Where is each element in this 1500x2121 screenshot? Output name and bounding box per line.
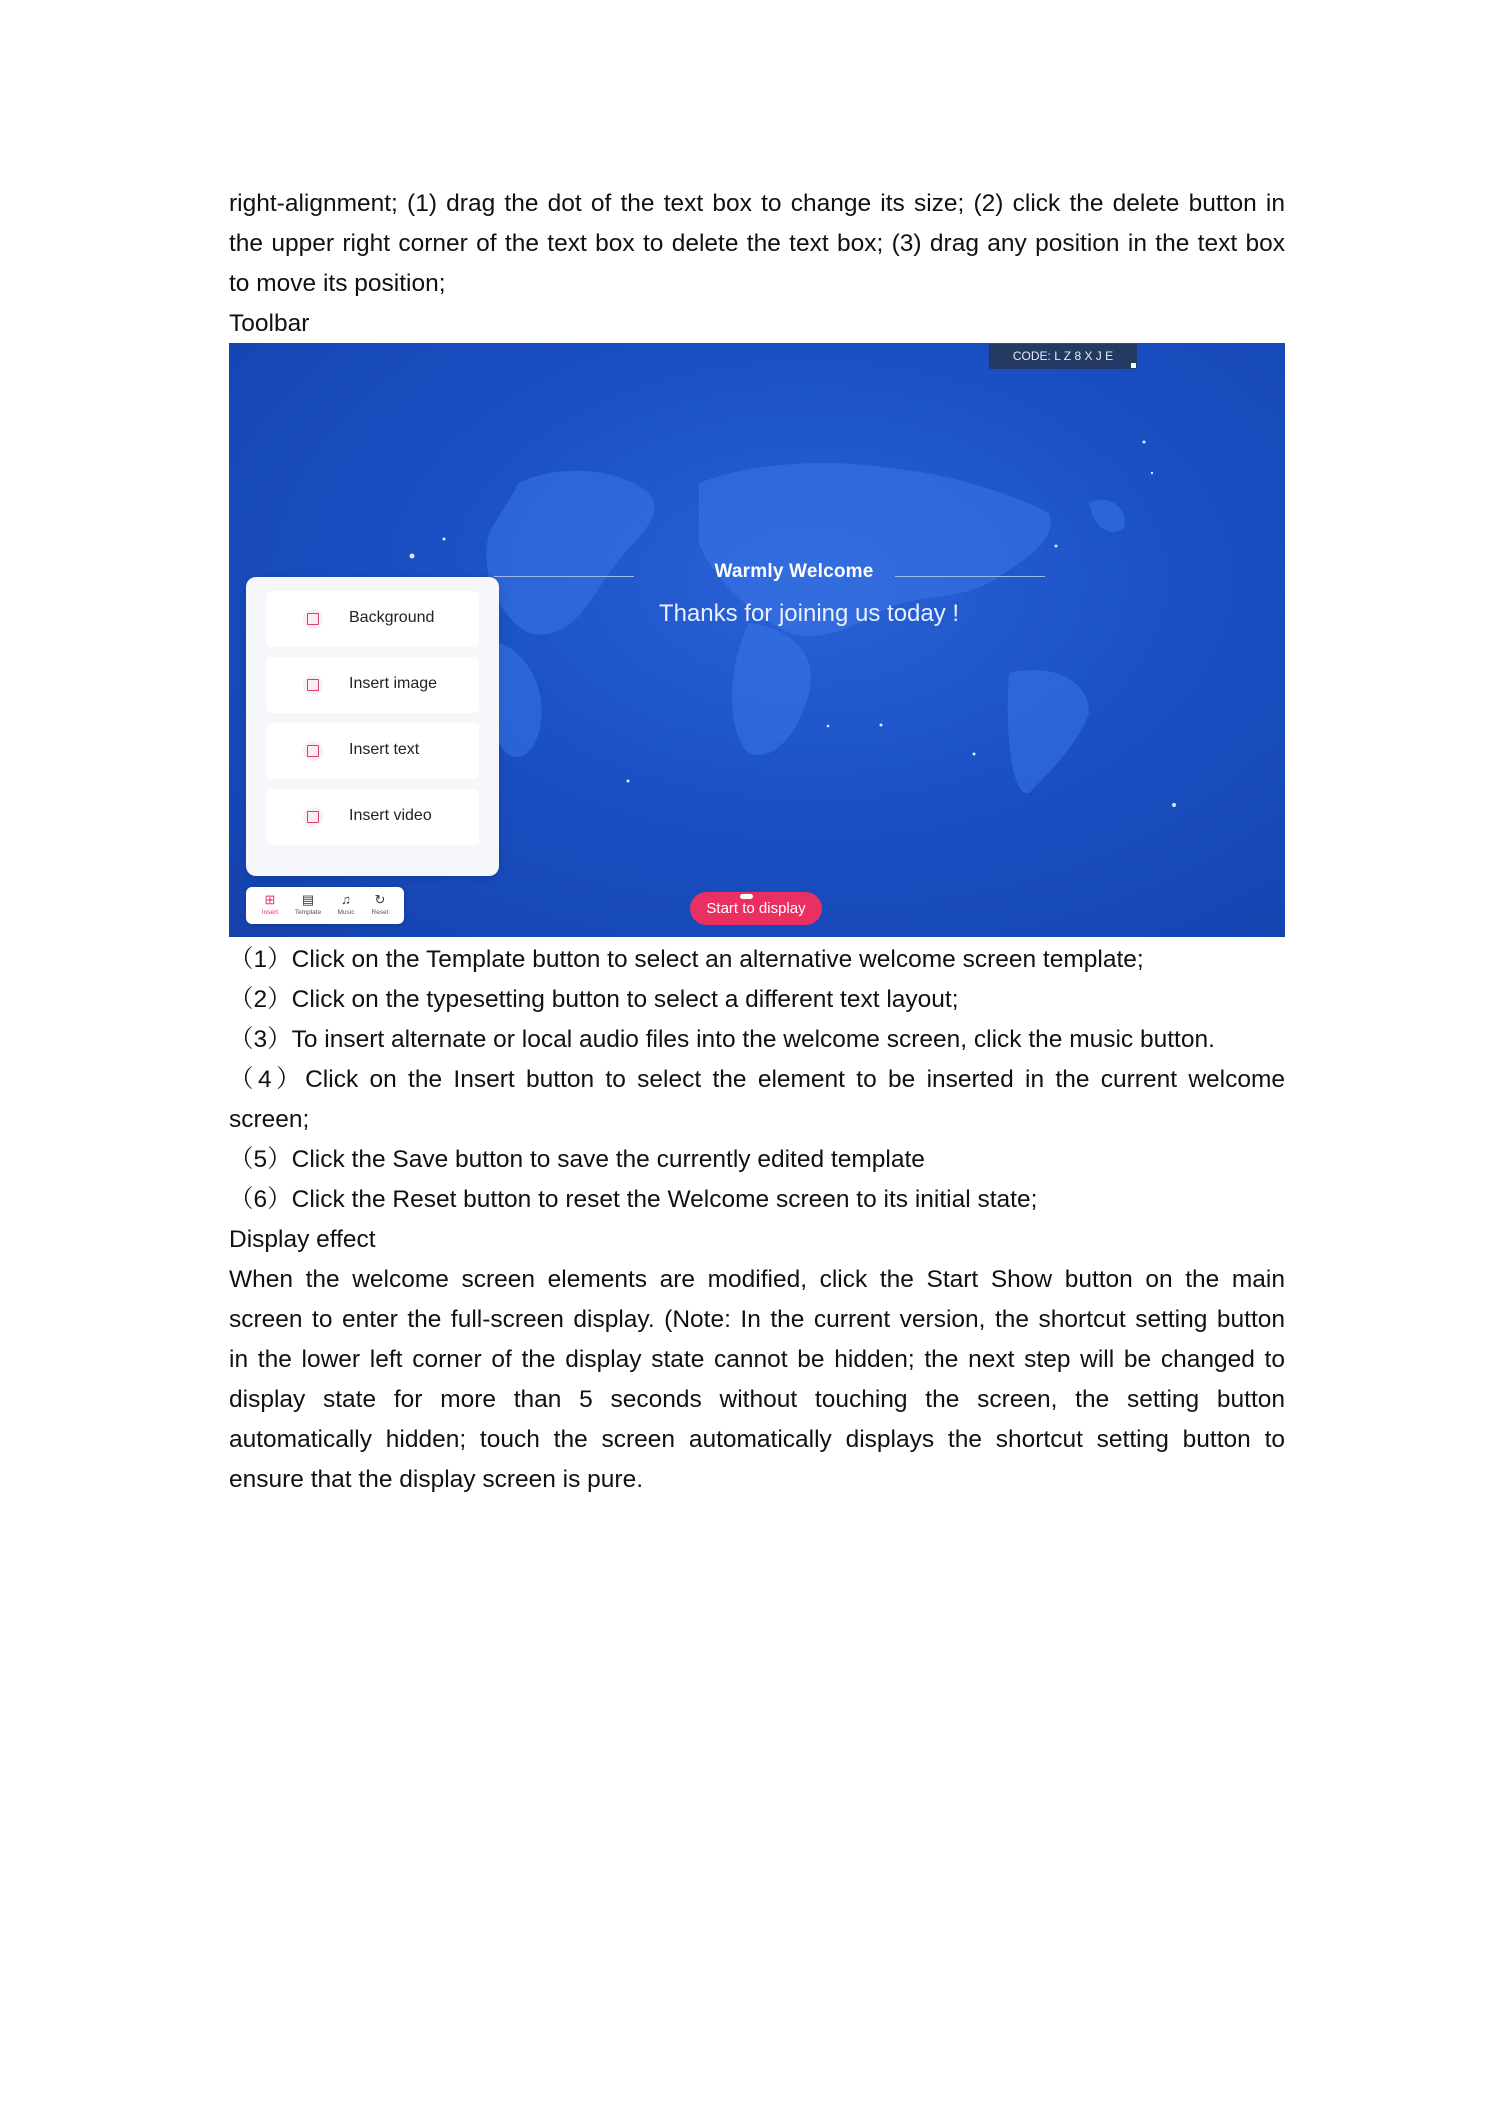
toolbar-reset-button[interactable] [362, 891, 398, 921]
step-item: （2）Click on the typesetting button to select a different text layout; [229, 986, 959, 1013]
code-badge [989, 344, 1137, 369]
insert-menu-image[interactable] [266, 657, 479, 713]
toolbar-label: Template [294, 909, 322, 916]
step-item: （1）Click on the Template button to select an alternative welcome screen template; [229, 946, 1144, 973]
image-icon [303, 675, 323, 695]
template-icon: ▤ [301, 892, 315, 907]
steps-list [229, 940, 1285, 1220]
title-rule-left [494, 576, 634, 577]
reset-icon: ↻ [374, 892, 386, 907]
toolbar-label: Music [337, 909, 355, 916]
toolbar-label: Insert [261, 909, 279, 916]
music-icon: ♫ [341, 892, 351, 907]
drag-handle-icon[interactable] [740, 894, 753, 899]
insert-menu-video[interactable] [266, 789, 479, 845]
video-icon [303, 807, 323, 827]
step-item: screen; [229, 1106, 310, 1133]
intro-line: right-alignment; (1) drag the dot of the text box to change its size; (2) click the delete button in [229, 190, 1285, 217]
paragraph-line: automatically hidden; touch the screen automatically displays the shortcut setting button to [229, 1426, 1285, 1453]
step-item: （5）Click the Save button to save the currently edited template [229, 1146, 925, 1173]
insert-menu-background[interactable] [266, 591, 479, 647]
toolbar-music-button[interactable] [328, 891, 364, 921]
toolbar-label: Reset [371, 909, 389, 916]
welcome-title[interactable]: Warmly Welcome [714, 561, 874, 582]
intro-line: to move its position; [229, 270, 446, 297]
toolbar-insert-button[interactable] [252, 891, 288, 921]
step-item: （3）To insert alternate or local audio files into the welcome screen, click the music button. [229, 1026, 1215, 1053]
text-icon [303, 741, 323, 761]
insert-menu-label: Insert image [349, 675, 438, 692]
insert-menu-label: Insert video [349, 807, 432, 824]
insert-icon: ⊞ [264, 892, 276, 907]
resize-dot-icon[interactable] [1131, 363, 1136, 368]
paragraph-line: display state for more than 5 seconds without touching the screen, the setting button [229, 1386, 1285, 1413]
display-effect-heading: Display effect [229, 1226, 376, 1253]
insert-menu-label: Insert text [349, 741, 420, 758]
intro-line: the upper right corner of the text box to delete the text box; (3) drag any position in the text box [229, 230, 1285, 257]
step-item: （4）Click on the Insert button to select the element to be inserted in the current welcome [229, 1066, 1285, 1093]
toolbar-template-button[interactable] [290, 891, 326, 921]
insert-menu-panel [246, 577, 499, 876]
display-effect-paragraph [229, 1260, 1285, 1500]
paragraph-line: ensure that the display screen is pure. [229, 1466, 644, 1493]
intro-paragraph [229, 184, 1285, 304]
insert-menu-label: Background [349, 609, 435, 626]
step-item: （6）Click the Reset button to reset the Welcome screen to its initial state; [229, 1186, 1038, 1213]
welcome-subtitle[interactable]: Thanks for joining us today ! [658, 600, 960, 627]
bottom-toolbar [246, 887, 404, 924]
paragraph-line: When the welcome screen elements are modified, click the Start Show button on the main [229, 1266, 1285, 1293]
insert-menu-text[interactable] [266, 723, 479, 779]
paragraph-line: in the lower left corner of the display state cannot be hidden; the next step will be changed to [229, 1346, 1285, 1373]
code-label: CODE: L Z 8 X J E [1012, 349, 1114, 363]
background-icon [303, 609, 323, 629]
toolbar-heading: Toolbar [229, 310, 310, 337]
start-to-display-button[interactable]: Start to display [690, 892, 822, 925]
welcome-screen-screenshot [229, 343, 1285, 937]
paragraph-line: screen to enter the full-screen display. (Note: In the current version, the shortcut setting button [229, 1306, 1285, 1333]
